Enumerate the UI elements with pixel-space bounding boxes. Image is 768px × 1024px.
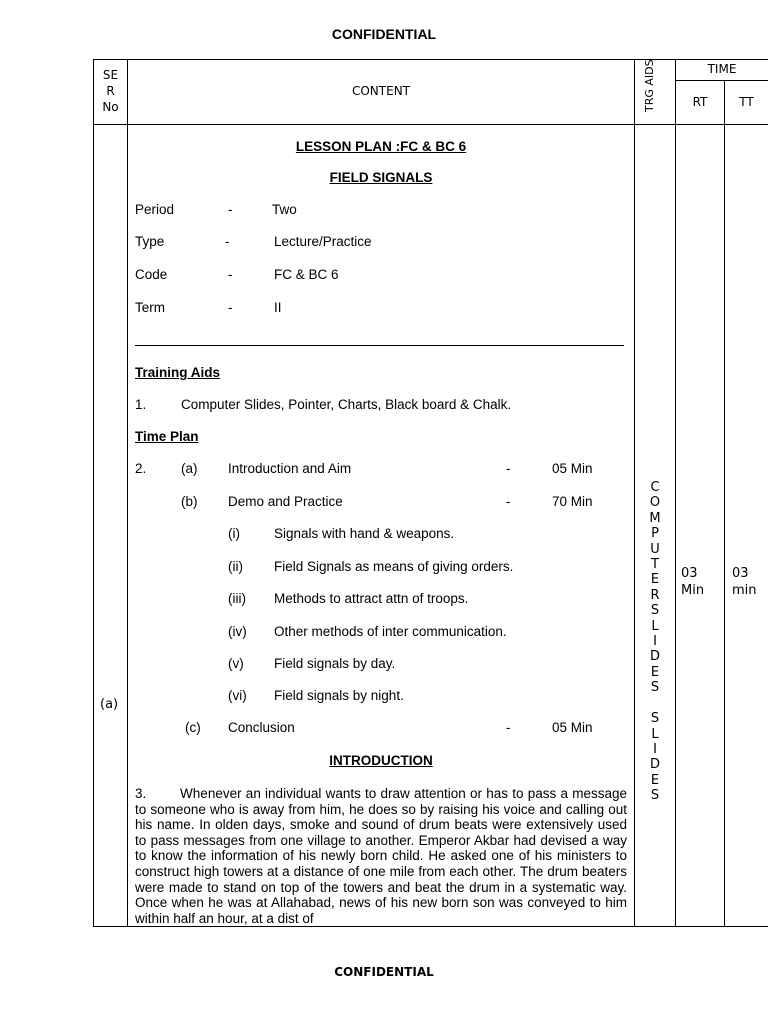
trg-aids-letter: E xyxy=(650,572,660,588)
training-aids-text: Computer Slides, Pointer, Charts, Black board & Chalk. xyxy=(181,397,512,412)
trg-aids-letter xyxy=(635,696,675,711)
trg-aids-letter: I xyxy=(653,634,657,650)
trg-aids-letter: E xyxy=(650,664,660,680)
trg-aids-vertical xyxy=(635,480,675,804)
row-label: (a) xyxy=(100,697,119,712)
training-aids-num: 1. xyxy=(135,397,147,412)
introduction-heading: INTRODUCTION xyxy=(329,753,433,768)
ser-no-header: SE R No xyxy=(102,68,119,114)
trg-aids-letter: E xyxy=(650,772,660,788)
trg-aids-letter: S xyxy=(650,711,660,727)
rt-value: 03 Min xyxy=(681,566,705,598)
trg-aids-letter: C xyxy=(650,480,660,495)
trg-aids-letter: D xyxy=(649,649,660,665)
trg-aids-header: TRG AIDS xyxy=(643,59,656,112)
trg-aids-letter: D xyxy=(649,757,660,773)
tt-header: TT xyxy=(739,95,754,109)
trg-aids-letter: M xyxy=(649,510,661,526)
time-plan-heading: Time Plan xyxy=(135,429,199,444)
lesson-title: LESSON PLAN :FC & BC 6 xyxy=(295,139,467,154)
trg-aids-letter: S xyxy=(650,603,660,619)
time-header: TIME xyxy=(707,62,737,76)
tt-value: 03 min xyxy=(732,566,757,598)
trg-aids-letter: L xyxy=(651,618,659,634)
rt-header: RT xyxy=(692,95,708,109)
trg-aids-letter: R xyxy=(650,587,660,603)
confidential-header: CONFIDENTIAL xyxy=(331,26,437,42)
divider-line xyxy=(135,345,624,346)
lesson-subtitle: FIELD SIGNALS xyxy=(329,170,433,185)
time-plan-num: 2. xyxy=(135,461,147,476)
content-header: CONTENT xyxy=(351,84,411,98)
trg-aids-letter: U xyxy=(650,541,660,557)
confidential-footer: CONFIDENTIAL xyxy=(334,965,434,979)
trg-aids-letter: S xyxy=(650,788,660,804)
trg-aids-letter: O xyxy=(649,495,661,511)
trg-aids-letter: T xyxy=(651,557,659,573)
training-aids-heading: Training Aids xyxy=(135,365,221,380)
introduction-paragraph: 3. Whenever an individual wants to draw attention or has to pass a message to someone who is away from him, he does so by raising his voice and calling out his name. In olden days, smoke and sound of drum beats were extensively used to pass messages from one village to another. Emperor Akbar had devised a way to know the information of his newly born child. He asked one of his ministers to construct high towers at a distance of one mile from each other. The drum beaters were made to stand on top of the towers and beat the drum in a systematic way. Once when he was at Allahabad, news of his new born son was conveyed to him within half an hour, at a dist of xyxy=(135,786,631,926)
trg-aids-letter: P xyxy=(651,526,659,542)
trg-aids-letter: I xyxy=(653,741,657,757)
trg-aids-letter: L xyxy=(651,726,659,742)
trg-aids-letter: S xyxy=(650,680,660,696)
